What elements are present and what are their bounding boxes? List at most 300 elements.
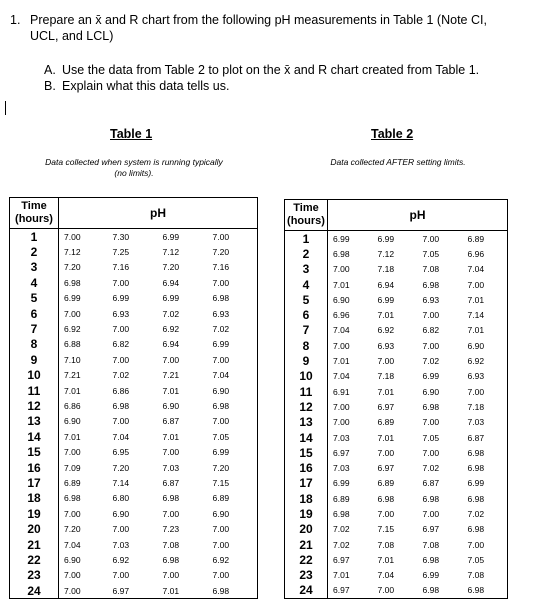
ph-cell: 7.02 [333, 539, 350, 550]
ph-cell: 7.03 [112, 539, 130, 550]
ph-cell: 7.08 [422, 539, 440, 550]
question-text: Prepare an x̄ and R chart from the following pH measurements in Table 1 (Note CI, UCL, and LCL) [30, 13, 487, 43]
ph-cell: 6.98 [463, 445, 508, 460]
ph-cell: 6.99 [162, 231, 180, 242]
time-cell: 15 [10, 444, 59, 459]
table-row [10, 291, 258, 306]
ph-cell: 6.97 [377, 463, 395, 474]
ph-cell: 7.00 [422, 340, 440, 351]
table1-ph-header: pH [59, 198, 258, 229]
time-cell: 13 [10, 414, 59, 429]
time-cell: 20 [10, 521, 59, 536]
time-cell: 6 [285, 307, 328, 322]
ph-cell: 6.89 [333, 493, 350, 504]
ph-cell: 7.15 [208, 475, 258, 490]
table1-caption-line1: Data collected when system is running typically [45, 157, 223, 167]
ph-cell: 7.00 [422, 417, 440, 428]
ph-cell: 6.89 [377, 478, 395, 489]
ph-cell: 6.89 [208, 491, 258, 506]
ph-cell: 6.97 [377, 401, 395, 412]
ph-cell: 6.99 [422, 371, 440, 382]
ph-cell: 6.99 [377, 233, 395, 244]
table-row [10, 475, 258, 490]
ph-cell: 7.03 [162, 462, 180, 473]
time-cell: 22 [285, 552, 328, 567]
table2-title: Table 2 [371, 127, 414, 141]
table-row [285, 338, 508, 353]
ph-cell: 6.98 [333, 508, 350, 519]
ph-cell: 6.98 [64, 277, 81, 288]
ph-cell: 7.08 [463, 568, 508, 583]
table-row [10, 583, 258, 599]
ph-cell: 7.12 [64, 247, 81, 258]
part-text: Use the data from Table 2 to plot on the x̄ and R chart created from Table 1. [62, 63, 480, 77]
time-cell: 7 [10, 321, 59, 336]
ph-cell: 6.98 [208, 291, 258, 306]
ph-cell: 7.00 [208, 229, 258, 245]
ph-cell: 6.97 [422, 524, 440, 535]
table-row [10, 244, 258, 259]
ph-cell: 6.92 [162, 324, 180, 335]
time-cell: 20 [285, 522, 328, 537]
time-cell: 23 [10, 568, 59, 583]
ph-cell: 7.04 [112, 431, 130, 442]
table-row [285, 415, 508, 430]
time-cell: 9 [285, 353, 328, 368]
time-cell: 8 [10, 337, 59, 352]
ph-cell: 7.00 [208, 568, 258, 583]
table-row [285, 568, 508, 583]
time-cell: 3 [285, 262, 328, 277]
ph-cell: 6.89 [377, 417, 395, 428]
ph-cell: 7.04 [333, 325, 350, 336]
ph-cell: 7.02 [162, 308, 180, 319]
ph-cell: 6.92 [64, 324, 81, 335]
time-cell: 21 [10, 537, 59, 552]
ph-cell: 7.08 [162, 539, 180, 550]
time-cell: 23 [285, 568, 328, 583]
time-cell: 10 [10, 368, 59, 383]
ph-cell: 7.00 [112, 524, 130, 535]
ph-cell: 7.00 [422, 447, 440, 458]
ph-cell: 6.98 [162, 493, 180, 504]
table-row [285, 399, 508, 414]
ph-cell: 6.82 [422, 325, 440, 336]
ph-cell: 6.97 [333, 554, 350, 565]
table-row [285, 353, 508, 368]
ph-cell: 7.00 [422, 508, 440, 519]
ph-cell: 7.05 [208, 429, 258, 444]
ph-cell: 6.96 [463, 246, 508, 261]
ph-cell: 6.89 [64, 477, 81, 488]
table-row [10, 537, 258, 552]
ph-cell: 6.93 [463, 369, 508, 384]
ph-cell: 7.03 [333, 463, 350, 474]
ph-cell: 7.01 [158, 583, 208, 599]
part-text: Explain what this data tells us. [62, 79, 230, 93]
part-letter: A. [44, 63, 56, 77]
time-cell: 24 [285, 583, 328, 599]
time-header-label: Time (hours) [287, 202, 325, 227]
time-cell: 8 [285, 338, 328, 353]
ph-cell: 6.97 [328, 583, 373, 599]
table-row [285, 522, 508, 537]
ph-cell: 7.00 [422, 233, 440, 244]
ph-cell: 6.90 [463, 338, 508, 353]
ph-cell: 6.98 [463, 460, 508, 475]
ph-cell: 6.90 [333, 294, 350, 305]
ph-cell: 6.98 [418, 583, 463, 599]
table1-caption [10, 157, 258, 179]
time-cell: 2 [285, 246, 328, 261]
ph-cell: 7.04 [377, 570, 395, 581]
ph-cell: 6.99 [333, 478, 350, 489]
ph-cell: 7.01 [64, 431, 81, 442]
ph-cell: 7.02 [422, 463, 440, 474]
table-row [10, 491, 258, 506]
ph-cell: 6.99 [463, 476, 508, 491]
ph-cell: 6.87 [162, 416, 180, 427]
table-row [10, 352, 258, 367]
ph-cell: 7.00 [377, 508, 395, 519]
ph-cell: 7.00 [463, 277, 508, 292]
ph-cell: 7.01 [162, 385, 180, 396]
ph-cell: 6.94 [162, 339, 180, 350]
table-row [10, 398, 258, 413]
ph-cell: 6.90 [112, 508, 130, 519]
ph-cell: 7.01 [64, 385, 81, 396]
ph-cell: 7.05 [422, 248, 440, 259]
ph-cell: 7.00 [64, 508, 81, 519]
ph-cell: 7.25 [112, 247, 130, 258]
table-row [285, 323, 508, 338]
ph-cell: 6.98 [208, 398, 258, 413]
table-row [10, 321, 258, 336]
ph-cell: 7.12 [377, 248, 395, 259]
ph-cell: 6.88 [64, 339, 81, 350]
ph-cell: 7.00 [422, 310, 440, 321]
ph-cell: 6.92 [112, 554, 130, 565]
ph-cell: 6.98 [422, 493, 440, 504]
time-cell: 19 [285, 506, 328, 521]
table-row [10, 275, 258, 290]
table1 [9, 197, 258, 599]
ph-cell: 7.00 [333, 264, 350, 275]
table1-title: Table 1 [110, 127, 153, 141]
ph-cell: 7.00 [112, 416, 130, 427]
ph-cell: 7.01 [463, 292, 508, 307]
ph-cell: 7.00 [59, 583, 108, 599]
ph-cell: 7.01 [377, 386, 395, 397]
ph-cell: 7.20 [208, 244, 258, 259]
time-cell: 19 [10, 506, 59, 521]
time-cell: 15 [285, 445, 328, 460]
time-cell: 5 [10, 291, 59, 306]
ph-cell: 7.12 [162, 247, 180, 258]
ph-cell: 7.01 [333, 356, 350, 367]
ph-cell: 7.03 [463, 415, 508, 430]
ph-cell: 6.98 [463, 522, 508, 537]
table-row [10, 414, 258, 429]
ph-cell: 7.00 [208, 275, 258, 290]
ph-cell: 7.08 [422, 264, 440, 275]
ph-cell: 7.21 [64, 370, 81, 381]
ph-cell: 6.99 [112, 293, 130, 304]
ph-cell: 7.15 [377, 524, 395, 535]
ph-cell: 6.92 [208, 552, 258, 567]
table-row [285, 246, 508, 261]
ph-cell: 7.00 [208, 414, 258, 429]
ph-cell: 6.93 [112, 308, 130, 319]
ph-cell: 7.00 [64, 447, 81, 458]
table1-caption-line2: (no limits). [114, 168, 154, 178]
ph-cell: 7.00 [373, 583, 418, 599]
ph-cell: 6.99 [208, 337, 258, 352]
time-cell: 13 [285, 415, 328, 430]
ph-cell: 7.00 [162, 354, 180, 365]
ph-cell: 7.30 [112, 231, 130, 242]
ph-cell: 6.99 [377, 294, 395, 305]
question-number: 1. [10, 13, 21, 27]
ph-cell: 7.04 [208, 368, 258, 383]
ph-cell: 6.90 [64, 416, 81, 427]
ph-cell: 6.98 [463, 583, 508, 599]
ph-cell: 7.00 [162, 447, 180, 458]
table-row [10, 337, 258, 352]
ph-cell: 7.00 [208, 537, 258, 552]
table-row [10, 306, 258, 321]
table2-caption: Data collected AFTER setting limits. [330, 157, 466, 167]
ph-cell: 6.87 [463, 430, 508, 445]
table2-time-header [285, 200, 328, 231]
ph-cell: 6.98 [333, 248, 350, 259]
table-row [10, 521, 258, 536]
time-cell: 7 [285, 323, 328, 338]
table-row [10, 368, 258, 383]
time-cell: 3 [10, 260, 59, 275]
ph-cell: 6.98 [162, 554, 180, 565]
table2-ph-header: pH [328, 200, 508, 231]
table-row [285, 231, 508, 247]
ph-cell: 6.93 [377, 340, 395, 351]
ph-cell: 7.05 [422, 432, 440, 443]
ph-cell: 7.00 [463, 384, 508, 399]
ph-cell: 7.14 [112, 477, 130, 488]
ph-cell: 7.23 [162, 524, 180, 535]
time-cell: 11 [10, 383, 59, 398]
ph-cell: 7.14 [463, 307, 508, 322]
ph-cell: 6.99 [333, 233, 350, 244]
ph-cell: 6.96 [333, 310, 350, 321]
ph-cell: 6.91 [333, 386, 350, 397]
ph-cell: 7.01 [333, 570, 350, 581]
ph-cell: 7.00 [112, 277, 130, 288]
ph-cell: 7.02 [463, 506, 508, 521]
ph-cell: 6.98 [377, 493, 395, 504]
ph-cell: 6.99 [162, 293, 180, 304]
ph-cell: 6.90 [208, 383, 258, 398]
part-letter: B. [44, 79, 56, 93]
table-row [285, 369, 508, 384]
ph-cell: 6.80 [112, 493, 130, 504]
time-cell: 4 [285, 277, 328, 292]
ph-cell: 7.09 [64, 462, 81, 473]
ph-cell: 7.00 [64, 308, 81, 319]
ph-cell: 7.00 [162, 570, 180, 581]
ph-cell: 6.90 [64, 554, 81, 565]
table-row [10, 260, 258, 275]
table-row [285, 552, 508, 567]
ph-cell: 7.04 [333, 371, 350, 382]
ph-cell: 7.16 [112, 262, 130, 273]
table-row [285, 460, 508, 475]
ph-cell: 7.21 [162, 370, 180, 381]
table-row [285, 384, 508, 399]
ph-cell: 7.02 [422, 356, 440, 367]
ph-cell: 6.94 [377, 279, 395, 290]
time-cell: 18 [285, 491, 328, 506]
table1-time-header [10, 198, 59, 229]
ph-cell: 7.01 [377, 554, 395, 565]
table-row [10, 429, 258, 444]
time-cell: 2 [10, 244, 59, 259]
ph-cell: 7.00 [112, 324, 130, 335]
table-row [285, 445, 508, 460]
ph-cell: 7.18 [377, 264, 395, 275]
ph-cell: 6.93 [422, 294, 440, 305]
ph-cell: 7.20 [64, 262, 81, 273]
table-row [285, 307, 508, 322]
ph-cell: 6.86 [112, 385, 130, 396]
table-row [285, 506, 508, 521]
table-row [10, 444, 258, 459]
time-cell: 12 [285, 399, 328, 414]
ph-cell: 7.00 [208, 521, 258, 536]
ph-cell: 6.87 [162, 477, 180, 488]
time-header-label: Time (hours) [15, 200, 53, 225]
table-row [10, 568, 258, 583]
table-row [10, 460, 258, 475]
time-cell: 22 [10, 552, 59, 567]
table-row [10, 229, 258, 245]
ph-cell: 6.98 [64, 493, 81, 504]
ph-cell: 7.04 [64, 539, 81, 550]
ph-cell: 7.18 [463, 399, 508, 414]
ph-cell: 7.01 [162, 431, 180, 442]
question-1 [10, 12, 510, 44]
ph-cell: 7.04 [463, 262, 508, 277]
table-row [285, 292, 508, 307]
time-cell: 14 [10, 429, 59, 444]
ph-cell: 7.16 [208, 260, 258, 275]
ph-cell: 7.02 [112, 370, 130, 381]
ph-cell: 7.01 [377, 310, 395, 321]
ph-cell: 7.08 [377, 539, 395, 550]
time-cell: 21 [285, 537, 328, 552]
ph-cell: 7.20 [64, 524, 81, 535]
ph-cell: 6.90 [162, 400, 180, 411]
ph-cell: 6.99 [64, 293, 81, 304]
ph-cell: 7.01 [333, 279, 350, 290]
ph-cell: 6.99 [422, 570, 440, 581]
table-row [285, 537, 508, 552]
ph-cell: 7.20 [112, 462, 130, 473]
time-cell: 5 [285, 292, 328, 307]
ph-cell: 6.95 [112, 447, 130, 458]
time-cell: 16 [10, 460, 59, 475]
table-row [10, 552, 258, 567]
ph-cell: 6.98 [422, 401, 440, 412]
time-cell: 18 [10, 491, 59, 506]
ph-cell: 6.97 [108, 583, 158, 599]
ph-cell: 7.00 [162, 508, 180, 519]
table-row [285, 491, 508, 506]
ph-cell: 7.02 [208, 321, 258, 336]
time-cell: 24 [10, 583, 59, 599]
time-cell: 12 [10, 398, 59, 413]
table2 [284, 199, 508, 599]
ph-cell: 7.00 [463, 537, 508, 552]
ph-cell: 7.00 [112, 354, 130, 365]
ph-cell: 6.98 [463, 491, 508, 506]
ph-cell: 6.97 [333, 447, 350, 458]
ph-cell: 7.02 [333, 524, 350, 535]
time-cell: 4 [10, 275, 59, 290]
ph-cell: 7.00 [64, 231, 81, 242]
ph-cell: 7.00 [333, 401, 350, 412]
ph-cell: 7.18 [377, 371, 395, 382]
ph-cell: 7.20 [208, 460, 258, 475]
ph-cell: 6.89 [463, 231, 508, 247]
ph-cell: 7.01 [463, 323, 508, 338]
ph-cell: 6.87 [422, 478, 440, 489]
time-cell: 1 [10, 229, 59, 245]
text-cursor [5, 101, 6, 115]
time-cell: 10 [285, 369, 328, 384]
ph-cell: 7.00 [112, 570, 130, 581]
time-cell: 17 [10, 475, 59, 490]
time-cell: 17 [285, 476, 328, 491]
ph-cell: 7.01 [377, 432, 395, 443]
time-cell: 11 [285, 384, 328, 399]
ph-cell: 6.98 [422, 279, 440, 290]
time-cell: 1 [285, 231, 328, 247]
ph-cell: 7.00 [208, 352, 258, 367]
time-cell: 9 [10, 352, 59, 367]
ph-cell: 6.86 [64, 400, 81, 411]
ph-cell: 7.00 [377, 447, 395, 458]
table-row [285, 262, 508, 277]
table-row [285, 277, 508, 292]
ph-cell: 6.82 [112, 339, 130, 350]
ph-cell: 6.99 [208, 444, 258, 459]
time-cell: 14 [285, 430, 328, 445]
table-row [285, 430, 508, 445]
ph-cell: 7.10 [64, 354, 81, 365]
ph-cell: 6.92 [463, 353, 508, 368]
ph-cell: 7.00 [333, 340, 350, 351]
ph-cell: 6.98 [112, 400, 130, 411]
ph-cell: 6.94 [162, 277, 180, 288]
ph-cell: 7.00 [64, 570, 81, 581]
ph-cell: 6.92 [377, 325, 395, 336]
ph-cell: 6.93 [208, 306, 258, 321]
ph-cell: 7.00 [333, 417, 350, 428]
table-row [10, 506, 258, 521]
ph-cell: 6.90 [422, 386, 440, 397]
ph-cell: 7.03 [333, 432, 350, 443]
ph-cell: 7.05 [463, 552, 508, 567]
